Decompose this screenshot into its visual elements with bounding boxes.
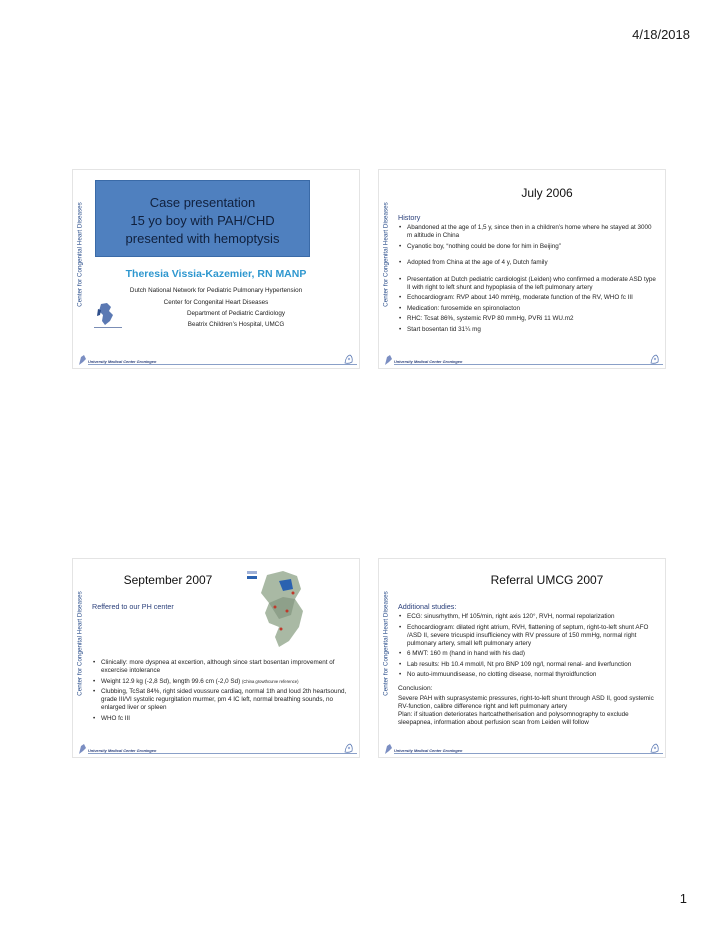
list-item: • Cyanotic boy, “nothing could be done for him in Beijing” (398, 243, 656, 251)
weight-note: (China growthcurve reference) (241, 678, 299, 684)
side-banner: Center for Congenital Heart Diseases (382, 202, 390, 307)
slide-footer (75, 348, 357, 366)
section-heading: History (398, 213, 421, 222)
umcg-logo-icon (384, 743, 394, 755)
list-item: • Start bosentan tid 31¼ mg (398, 326, 656, 334)
slide-title: Referral UMCG 2007 (490, 573, 604, 587)
slide-title: July 2006 (521, 186, 573, 200)
footer-text: University Medical Center Groningen (88, 748, 157, 753)
affiliation-line-1: Dutch National Network for Pediatric Pulmonary Hypertension (129, 287, 303, 294)
title-line-3: presented with hemoptysis (125, 231, 280, 246)
slide-footer (381, 348, 663, 366)
slide-body (92, 659, 350, 725)
umcg-logo-icon (78, 743, 88, 755)
list-item: • Echocardiogram: dilated right atrium, RVH, flattening of septum, right-to-left shunt AFO /ASD II, severe tricuspid insufficiency with RV pressure of 150 mmHg, normal right pulmonary artery, small left pulmonary artery (398, 624, 658, 648)
affiliation-line-2: Center for Congenital Heart Diseases (163, 299, 269, 306)
page-number: 1 (679, 891, 687, 906)
list-item: • Adopted from China at the age of 4 y, Dutch family (398, 259, 656, 267)
slide-footer (75, 737, 357, 755)
list-item: • WHO fc III (92, 715, 350, 723)
footer-text: University Medical Center Groningen (394, 748, 463, 753)
list-item: • No auto-immuundisease, no clotting disease, normal thyroidfunction (398, 671, 658, 679)
footer-text: University Medical Center Groningen (394, 359, 463, 364)
footer-line (394, 364, 663, 365)
footer-text: University Medical Center Groningen (88, 359, 157, 364)
list-item: • ECG: sinusrhythm, Hf 105/min, right axis 120°, RVH, normal repolarization (398, 613, 658, 621)
title-banner (95, 180, 310, 257)
corner-emblem-icon (343, 353, 355, 365)
title-line-1: Case presentation (149, 195, 256, 210)
print-date: 4/18/2018 (632, 27, 690, 42)
list-item: • Weight 12.9 kg (-2,8 Sd), length 99.6 cm (-2,0 Sd) (China growthcurve reference) (92, 678, 350, 686)
umcg-logo-icon (384, 354, 394, 366)
slide-3 (72, 558, 360, 758)
netherlands-map (245, 567, 317, 652)
conclusion-heading: Conclusion: (398, 684, 433, 692)
list-item: • Presentation at Dutch pediatric cardiologist (Leiden) who confirmed a moderate ASD type II with right to left shunt and hypoplasia of the left pulmonary artery (398, 276, 656, 292)
footer-line (394, 753, 663, 754)
slide-body (398, 603, 658, 727)
list-item: • Medication: furosemide en spironolacton (398, 305, 656, 313)
slide-4 (378, 558, 666, 758)
corner-emblem-icon (649, 353, 661, 365)
affiliation-line-4: Beatrix Children’s Hospital, UMCG (187, 321, 285, 328)
slide-heading-block (92, 603, 242, 613)
section-heading: Additional studies: (398, 602, 457, 611)
section-heading: Reffered to our PH center (92, 602, 174, 611)
plan-text: Plan: if situation deteriorates hartcathetherisation and polysomnography to exclude sleepapnea, information about perfusion scan from Leiden will follow (398, 710, 629, 726)
affiliation-line-3: Department of Pediatric Cardiology (187, 310, 285, 317)
list-item: • Lab results: Hb 10.4 mmol/l, Nt pro BNP 109 ng/l, normal renal- and liverfunction (398, 661, 658, 669)
title-line-2: 15 yo boy with PAH/CHD (130, 213, 275, 228)
corner-emblem-icon (343, 742, 355, 754)
list-item: • RHC: Tcsat 86%, systemic RVP 80 mmHg, PVRi 11 WU.m2 (398, 315, 656, 323)
side-banner: Center for Congenital Heart Diseases (76, 591, 84, 696)
footer-line (88, 364, 357, 365)
presenter-name: Theresia Vissia-Kazemier, RN MANP (125, 268, 307, 280)
side-banner: Center for Congenital Heart Diseases (382, 591, 390, 696)
list-item: • 6 MWT: 160 m (hand in hand with his dad) (398, 650, 658, 658)
list-item: • Abandoned at the age of 1,5 y, since then in a children’s home where he stayed at 3000 m altitude in China (398, 224, 656, 240)
network-logo (93, 301, 123, 331)
umcg-logo-icon (78, 354, 88, 366)
list-item: • Echocardiogram: RVP about 140 mmHg, moderate function of the RV, WHO fc III (398, 294, 656, 302)
conclusion-text: Severe PAH with suprasystemic pressures, right-to-left shunt through ASD II, good systemic RV-function, calibre difference right and left pulmonary artery (398, 694, 654, 710)
slide-footer (381, 737, 663, 755)
slide-1 (72, 169, 360, 369)
side-banner: Center for Congenital Heart Diseases (76, 202, 84, 307)
slide-2 (378, 169, 666, 369)
list-item: • Clinically: more dyspnea at excertion, although since start bosentan improvement of excercise intolerance (92, 659, 350, 675)
corner-emblem-icon (649, 742, 661, 754)
list-item: • Clubbing, TcSat 84%, right sided voussure cardiaq, normal 1th and loud 2th heartsound, grade III/VI systolic regurgitation murmer, pm 4 IC left, normal breathing sounds, no enlarged liver or spleen (92, 688, 350, 712)
slide-body (398, 214, 656, 336)
footer-line (88, 753, 357, 754)
slide-title: September 2007 (123, 573, 213, 587)
